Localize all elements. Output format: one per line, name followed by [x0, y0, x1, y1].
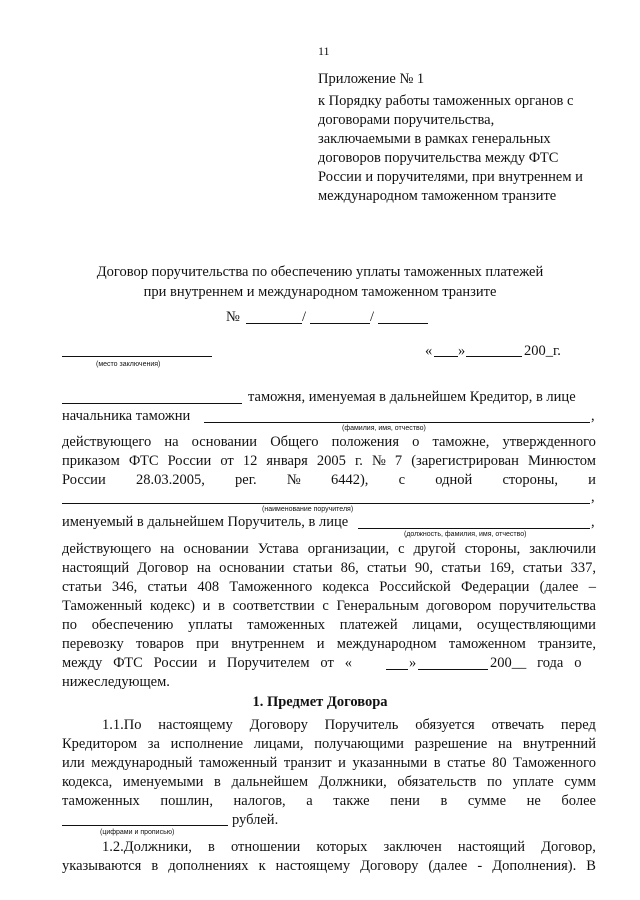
word: внутренний — [522, 736, 596, 752]
general-day-blank — [386, 669, 408, 670]
word: положения — [331, 434, 399, 450]
date-open-quote: « — [425, 343, 433, 359]
justified-line — [62, 433, 596, 452]
word: Договору — [360, 858, 419, 874]
word: товаров — [136, 636, 184, 652]
appendix-line: международном таможенном транзите — [318, 188, 557, 204]
justified-line — [62, 597, 596, 616]
word: получающими — [314, 736, 404, 752]
surety-comma: , — [591, 514, 595, 530]
word: исполнение — [170, 736, 244, 752]
word: утвержденного — [502, 434, 596, 450]
amount-currency: рублей. — [232, 812, 279, 828]
word: обеспечению — [91, 617, 174, 633]
word: на — [196, 560, 211, 576]
word: сумме — [467, 793, 507, 809]
place-caption: (место заключения) — [96, 361, 161, 368]
surety-name-comma: , — [591, 489, 595, 505]
place-blank — [62, 356, 212, 357]
word: 7 — [394, 453, 403, 469]
word: рег. — [235, 472, 257, 488]
word: статьи — [441, 560, 481, 576]
word: пени — [390, 793, 420, 809]
word: статье — [447, 755, 486, 771]
word: России — [167, 453, 212, 469]
word: в — [218, 598, 225, 614]
word: В — [586, 858, 596, 874]
justified-line — [62, 754, 596, 773]
word: указанными — [352, 755, 428, 771]
word: лицами, — [253, 736, 304, 752]
contract-subtitle: при внутреннем и международном таможенном транзите — [143, 284, 497, 300]
word: именуемыми — [122, 774, 204, 790]
chief-label: начальника таможни — [62, 408, 191, 424]
word: ФТС — [128, 453, 159, 469]
word: по — [62, 617, 78, 633]
date-year: 200_г. — [524, 343, 561, 359]
word: Таможенный — [62, 598, 143, 614]
justified-line — [102, 838, 596, 857]
word: 90, — [414, 560, 434, 576]
word: Поручитель — [324, 717, 399, 733]
word: 1.1.По — [102, 717, 142, 733]
chief-name-blank — [204, 422, 590, 423]
word: а — [306, 793, 313, 809]
word: настоящему — [158, 717, 233, 733]
word: Российской — [379, 579, 451, 595]
word: на — [497, 736, 513, 752]
word: уплате — [512, 774, 554, 790]
word: не — [526, 793, 541, 809]
word: обязательств — [397, 774, 477, 790]
word: в — [214, 774, 221, 790]
word: другой — [413, 541, 456, 557]
word: отношении — [230, 839, 301, 855]
justified-line — [62, 540, 596, 559]
number-sign: № — [226, 309, 240, 325]
word: и — [338, 755, 346, 771]
word: 2005 — [316, 453, 346, 469]
word: – — [588, 579, 596, 595]
justified-line — [62, 635, 596, 654]
surety-person-blank — [358, 528, 590, 529]
word: действующего — [62, 434, 152, 450]
appendix-line: к Порядку работы таможенных органов с — [318, 93, 574, 109]
word: транзите, — [538, 636, 596, 652]
word: стороны, — [502, 472, 558, 488]
word: таможенных — [247, 617, 325, 633]
word: января — [266, 453, 308, 469]
word: заключили — [529, 541, 596, 557]
general-date-close-quote: » — [409, 655, 417, 671]
chief-comma: , — [591, 408, 595, 424]
general-contract-date-prefix: между ФТС России и Поручителем от « — [62, 655, 352, 671]
word: 12 — [242, 453, 258, 469]
day-blank — [434, 356, 458, 357]
customs-name-blank — [62, 403, 242, 404]
appendix-line: договорами поручительства, — [318, 112, 495, 128]
general-date-year: 200__ года о — [490, 655, 582, 671]
word: Федерации — [460, 579, 530, 595]
word: статьи — [366, 560, 407, 576]
word: настоящий — [457, 839, 525, 855]
word: перед — [560, 717, 596, 733]
word: настоящему — [275, 858, 351, 874]
word: № — [371, 453, 386, 469]
word: приказом — [62, 453, 120, 469]
justified-line — [62, 559, 596, 578]
word: соответствии — [232, 598, 315, 614]
word: основании — [219, 560, 285, 576]
word: и — [202, 598, 211, 614]
word: осуществляющими — [476, 617, 596, 633]
word: России — [62, 472, 106, 488]
word: Устава — [257, 541, 299, 557]
word: с — [322, 598, 329, 614]
word: к — [258, 858, 266, 874]
word: в — [151, 858, 159, 874]
word: Дополнения). — [492, 858, 577, 874]
word: организации, — [307, 541, 390, 557]
word: сумм — [564, 774, 596, 790]
word: статьи — [62, 579, 102, 595]
word: 1.2.Должники, — [102, 839, 192, 855]
appendix-line: заключаемыми в рамках генеральных — [318, 131, 551, 147]
word: кодекс) — [150, 598, 195, 614]
word: дальнейшем — [231, 774, 309, 790]
justified-line — [62, 452, 596, 471]
word: (далее — [428, 858, 468, 874]
justified-line — [62, 578, 596, 597]
word: в — [440, 793, 448, 809]
word: г. — [354, 453, 363, 469]
word: Договору — [249, 717, 308, 733]
section-heading: 1. Предмет Договора — [252, 694, 388, 710]
word: внутреннем — [231, 636, 305, 652]
word: таможенном — [448, 636, 526, 652]
word: отвечать — [491, 717, 545, 733]
word: которых — [316, 839, 368, 855]
word: Общего — [270, 434, 319, 450]
word: также — [333, 793, 370, 809]
word: Генеральным — [336, 598, 419, 614]
appendix-line: договоров поручительства между ФТС — [318, 150, 559, 166]
word: на — [160, 541, 175, 557]
word: основании — [183, 541, 249, 557]
word: Должники, — [318, 774, 387, 790]
word: статьи — [147, 579, 188, 595]
word: кодекса — [322, 579, 370, 595]
word: налогов, — [233, 793, 286, 809]
word: кодекса, — [62, 774, 113, 790]
word: № — [286, 472, 301, 488]
word: таможенных — [62, 793, 140, 809]
word: Таможенного — [513, 755, 596, 771]
word: стороны, — [464, 541, 521, 557]
appendix-line: России и поручителями, при внутреннем и — [318, 169, 583, 185]
appendix-title: Приложение № 1 — [318, 71, 425, 87]
amount-caption: (цифрами и прописью) — [100, 829, 175, 836]
contract-title: Договор поручительства по обеспечению уплаты таможенных платежей — [96, 264, 544, 280]
justified-line — [62, 735, 596, 754]
number-blank — [246, 323, 302, 324]
word: на — [164, 434, 179, 450]
page-number: 11 — [318, 44, 330, 58]
word: статьи — [522, 560, 563, 576]
word: с — [398, 541, 405, 557]
word: Кредитором — [62, 736, 138, 752]
word: с — [398, 472, 406, 488]
word: при — [196, 636, 219, 652]
creditor-text: таможня, именуемая в дальнейшем Кредитор, в лице — [248, 389, 576, 405]
word: статьи — [292, 560, 333, 576]
paragraph-end: нижеследующем. — [62, 674, 170, 690]
word: по — [486, 774, 502, 790]
number-blank — [310, 323, 370, 324]
word: Договор — [137, 560, 189, 576]
word: транзит — [283, 755, 332, 771]
word: 169, — [489, 560, 515, 576]
number-blank — [378, 323, 428, 324]
word: пошлин, — [160, 793, 213, 809]
month-blank — [466, 356, 522, 357]
surety-text: именуемый в дальнейшем Поручитель, в лице — [62, 514, 349, 530]
word: Минюстом — [527, 453, 596, 469]
word: 6442), — [330, 472, 369, 488]
word: дополнениях — [168, 858, 249, 874]
number-separator: / — [370, 309, 375, 325]
date-close-quote: » — [458, 343, 466, 359]
word: - — [477, 858, 483, 874]
word: о — [412, 434, 420, 450]
word: обязуется — [415, 717, 475, 733]
word: настоящий — [62, 560, 130, 576]
word: таможенный — [198, 755, 278, 771]
word: 408 — [197, 579, 220, 595]
word: или — [62, 755, 85, 771]
word: 346, — [111, 579, 138, 595]
word: международный — [91, 755, 193, 771]
amount-blank — [62, 825, 228, 826]
surety-name-blank — [62, 503, 590, 504]
word: указываются — [62, 858, 142, 874]
word: Договор, — [541, 839, 596, 855]
word: поручительства — [499, 598, 596, 614]
word: 80 — [492, 755, 507, 771]
position-caption: (должность, фамилия, имя, отчество) — [404, 531, 527, 538]
word: лицами, — [412, 617, 463, 633]
word: таможне, — [432, 434, 490, 450]
word: 28.03.2005, — [135, 472, 205, 488]
word: (далее — [539, 579, 579, 595]
justified-line — [62, 792, 596, 811]
word: за — [147, 736, 160, 752]
number-separator: / — [302, 309, 307, 325]
word: более — [561, 793, 596, 809]
word: международном — [336, 636, 437, 652]
word: 337, — [570, 560, 596, 576]
justified-line — [62, 471, 596, 490]
word: основании — [191, 434, 258, 450]
justified-line — [62, 616, 596, 635]
word: договором — [426, 598, 492, 614]
name-caption: (наименование поручителя) — [262, 506, 354, 513]
word: 86, — [340, 560, 359, 576]
justified-line — [62, 857, 596, 876]
justified-line — [62, 773, 596, 792]
word: одной — [435, 472, 473, 488]
word: в — [208, 839, 215, 855]
word: разрешение — [414, 736, 488, 752]
word: и — [588, 472, 596, 488]
word: действующего — [62, 541, 152, 557]
word: и — [316, 636, 325, 652]
general-month-blank — [418, 669, 488, 670]
word: Таможенного — [229, 579, 313, 595]
word: перевозку — [62, 636, 124, 652]
word: заключен — [383, 839, 442, 855]
word: уплаты — [188, 617, 233, 633]
word: в — [433, 755, 441, 771]
fio-caption: (фамилия, имя, отчество) — [342, 425, 426, 432]
word: от — [220, 453, 234, 469]
word: (зарегистрирован — [411, 453, 519, 469]
word: платежей — [339, 617, 398, 633]
justified-line — [102, 716, 596, 735]
